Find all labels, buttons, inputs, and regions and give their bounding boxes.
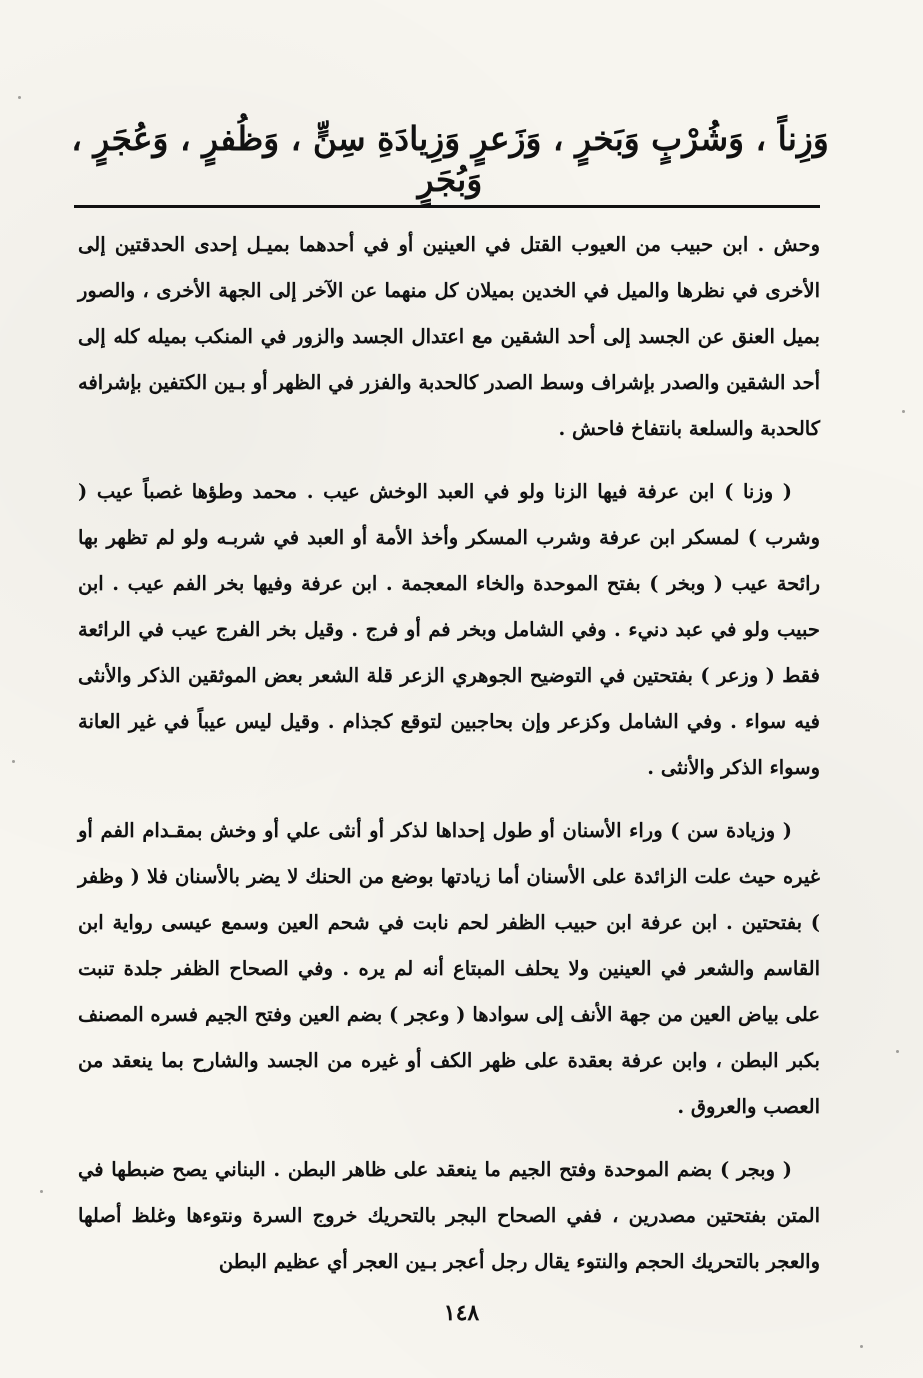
page-number: ١٤٨ — [443, 1300, 480, 1326]
commentary-paragraph: ( وزيادة سن ) وراء الأسنان أو طول إحداها لذكر أو أنثى علي أو وخش بمقـدام الفم أو غيره حيث علت الزائدة على الأسنان أما زيادتها بوضع من الحنك لا يضر بالأسنان فلا ( وظفر ) بفتحتين . ابن عرفة ابن حبيب الظفر لحم نابت في شحم العين وسمع عيسى رواية ابن القاسم والشعر في العينين ولا يحلف المبتاع أنه لم يره . وفي الصحاح الظفر جلدة تنبت على بياض العين من جهة الأنف إلى سوادها ( وعجر ) بضم العين وفتح الجيم فسره المصنف بكبر البطن ، وابن عرفة بعقدة على ظهر الكف أو غيره من الجسد والشارح بما ينعقد من العصب والعروق . — [78, 819, 820, 1118]
commentary-paragraph: وحش . ابن حبيب من العيوب القتل في العينين أو في أحدهما بميـل إحدى الحدقتين إلى الأخرى في نظرها والميل في الخدين بميلان كل منهما عن الآخر إلى الجهة الأخرى ، والصور بميل العنق عن الجسد إلى أحد الشقين مع اعتدال الجسد والزور في المنكب بميله كله إلى أحد الشقين والصدر بإشراف وسط الصدر كالحدبة والفزر في الظهر أو بـين الكتفين بإشرافه كالحدبة والسلعة بانتفاخ فاحش . — [78, 233, 820, 440]
scan-speck — [896, 1050, 899, 1053]
commentary-paragraph: ( وبجر ) بضم الموحدة وفتح الجيم ما ينعقد على ظاهر البطن . البناني يصح ضبطها في المتن بفتحتين مصدرين ، ففي الصحاح البجر بالتحريك خروج السرة ونتوءها وغلظ أصلها والعجر بالتحريك الحجم والنتوء يقال رجل أعجر بـين العجر أي عظيم البطن — [78, 1158, 820, 1273]
scan-speck — [902, 410, 905, 413]
heading-divider-rule — [74, 205, 820, 208]
scan-speck — [40, 1190, 43, 1193]
scan-speck — [12, 760, 15, 763]
scan-speck — [860, 1345, 863, 1348]
commentary-body — [78, 222, 820, 1285]
commentary-paragraph: ( وزنا ) ابن عرفة فيها الزنا ولو في العبد الوخش عيب . محمد وطؤها غصباً عيب ( وشرب ) لمسكر ابن عرفة وشرب المسكر وأخذ الأمة أو العبد في شربـه ولو لم تظهر بها رائحة عيب ( وبخر ) بفتح الموحدة والخاء المعجمة . ابن عرفة وفيها بخر الفم عيب . ابن حبيب ولو في عبد دنيء . وفي الشامل وبخر فم أو فرج . وقيل بخر الفرج عيب في الرائعة فقط ( وزعر ) بفتحتين في التوضيح الجوهري الزعر قلة الشعر بعض الموثقين الذكر والأنثى فيه سواء . وفي الشامل وكزعر وإن بحاجبين لتوقع كجذام . وقيل ليس عيباً في غير العانة وسواء الذكر والأنثى . — [78, 480, 820, 779]
scan-speck — [18, 96, 21, 99]
matn-verse-heading: وَزِناً ، وَشُرْبٍ وَبَخرٍ ، وَزَعرٍ وَزِيادَةِ سِنٍّ ، وَظُفرٍ ، وَعُجَرٍ ، وَبُجَرٍ — [71, 119, 829, 200]
